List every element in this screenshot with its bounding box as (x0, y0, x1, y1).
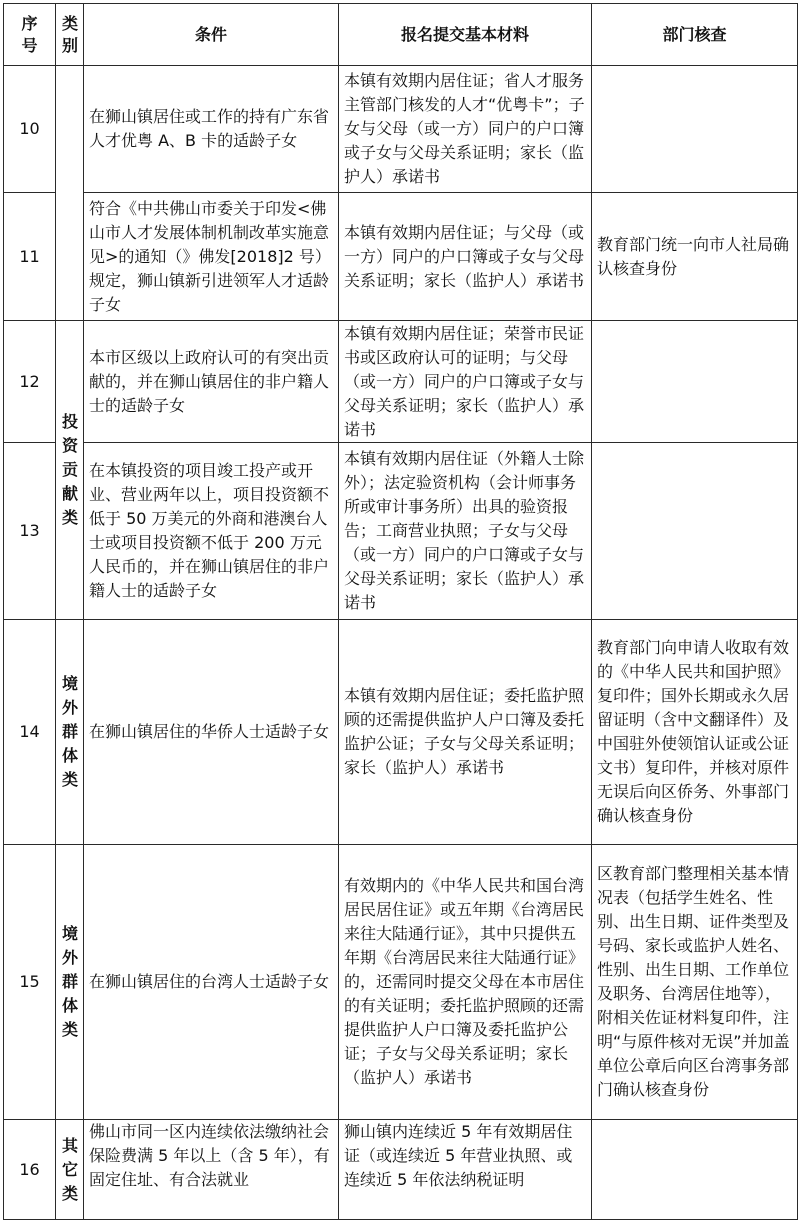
condition-cell: 在狮山镇居住或工作的持有广东省人才优粤 A、B 卡的适龄子女 (84, 66, 339, 193)
table-row (4, 66, 798, 193)
verify-cell (592, 66, 798, 193)
materials-cell: 有效期内的《中华人民共和国台湾居民居住证》或五年期《台湾居民来往大陆通行证》，其中只提供五年期《台湾居民来往大陆通行证》的，还需同时提交父母在本市居住的有关证明；委托监护照顾的还需提供监护人户口簿及委托监护公证；子女与父母关系证明；家长（监护人）承诺书 (339, 845, 592, 1120)
row-number: 10 (4, 66, 56, 193)
row-number: 15 (4, 845, 56, 1120)
header-category: 类别 (56, 4, 84, 66)
condition-cell: 在本镇投资的项目竣工投产或开业、营业两年以上，项目投资额不低于 50 万美元的外商和港澳台人士或项目投资额不低于 200 万元人民币的，并在狮山镇居住的非户籍人士的适龄子女 (84, 443, 339, 620)
table-row (4, 620, 798, 845)
category-cell: 境外群体类 (56, 845, 84, 1120)
materials-cell: 狮山镇内连续近 5 年有效期居住证（或连续近 5 年营业执照、或连续近 5 年依法纳税证明 (339, 1120, 592, 1220)
verify-cell (592, 321, 798, 443)
category-cell: 境外群体类 (56, 620, 84, 845)
condition-cell: 本市区级以上政府认可的有突出贡献的，并在狮山镇居住的非户籍人士的适龄子女 (84, 321, 339, 443)
header-row (4, 4, 798, 66)
category-cell-empty (56, 66, 84, 321)
header-no: 序号 (4, 4, 56, 66)
row-number: 12 (4, 321, 56, 443)
verify-cell (592, 1120, 798, 1220)
verify-cell (592, 443, 798, 620)
row-number: 14 (4, 620, 56, 845)
table-row (4, 443, 798, 620)
materials-cell: 本镇有效期内居住证（外籍人士除外）；法定验资机构（会计师事务所或审计事务所）出具的验资报告；工商营业执照；子女与父母（或一方）同户的户口簿或子女与父母关系证明；家长（监护人）承诺书 (339, 443, 592, 620)
row-number: 16 (4, 1120, 56, 1220)
header-materials: 报名提交基本材料 (339, 4, 592, 66)
materials-cell: 本镇有效期内居住证；荣誉市民证书或区政府认可的证明；与父母（或一方）同户的户口簿或子女与父母关系证明；家长（监护人）承诺书 (339, 321, 592, 443)
category-cell: 其它类 (56, 1120, 84, 1220)
header-condition: 条件 (84, 4, 339, 66)
verify-cell: 教育部门向申请人收取有效的《中华人民共和国护照》复印件；国外长期或永久居留证明（含中文翻译件）及中国驻外使领馆认证或公证文书）复印件，并核对原件无误后向区侨务、外事部门确认核查身份 (592, 620, 798, 845)
condition-cell: 在狮山镇居住的台湾人士适龄子女 (84, 845, 339, 1120)
table-row (4, 193, 798, 321)
materials-cell: 本镇有效期内居住证；与父母（或一方）同户的户口簿或子女与父母关系证明；家长（监护人）承诺书 (339, 193, 592, 321)
condition-cell: 在狮山镇居住的华侨人士适龄子女 (84, 620, 339, 845)
condition-cell: 符合《中共佛山市委关于印发<佛山市人才发展体制机制改革实施意见>的通知（》佛发[2018]2 号）规定，狮山镇新引进领军人才适龄子女 (84, 193, 339, 321)
verify-cell: 教育部门统一向市人社局确认核查身份 (592, 193, 798, 321)
materials-cell: 本镇有效期内居住证；委托监护照顾的还需提供监护人户口簿及委托监护公证；子女与父母关系证明；家长（监护人）承诺书 (339, 620, 592, 845)
verify-cell: 区教育部门整理相关基本情况表（包括学生姓名、性别、出生日期、证件类型及号码、家长或监护人姓名、性别、出生日期、工作单位及职务、台湾居住地等），附相关佐证材料复印件，注明“与原件核对无误”并加盖单位公章后向区台湾事务部门确认核查身份 (592, 845, 798, 1120)
table-row (4, 845, 798, 1120)
table-row (4, 1120, 798, 1220)
policy-table (3, 3, 798, 1220)
row-number: 13 (4, 443, 56, 620)
condition-cell: 佛山市同一区内连续依法缴纳社会保险费满 5 年以上（含 5 年），有固定住址、有合法就业 (84, 1120, 339, 1220)
header-verify: 部门核查 (592, 4, 798, 66)
category-cell: 投资贡献类 (56, 321, 84, 620)
row-number: 11 (4, 193, 56, 321)
table-row (4, 321, 798, 443)
materials-cell: 本镇有效期内居住证；省人才服务主管部门核发的人才“优粤卡”；子女与父母（或一方）同户的户口簿或子女与父母关系证明；家长（监护人）承诺书 (339, 66, 592, 193)
